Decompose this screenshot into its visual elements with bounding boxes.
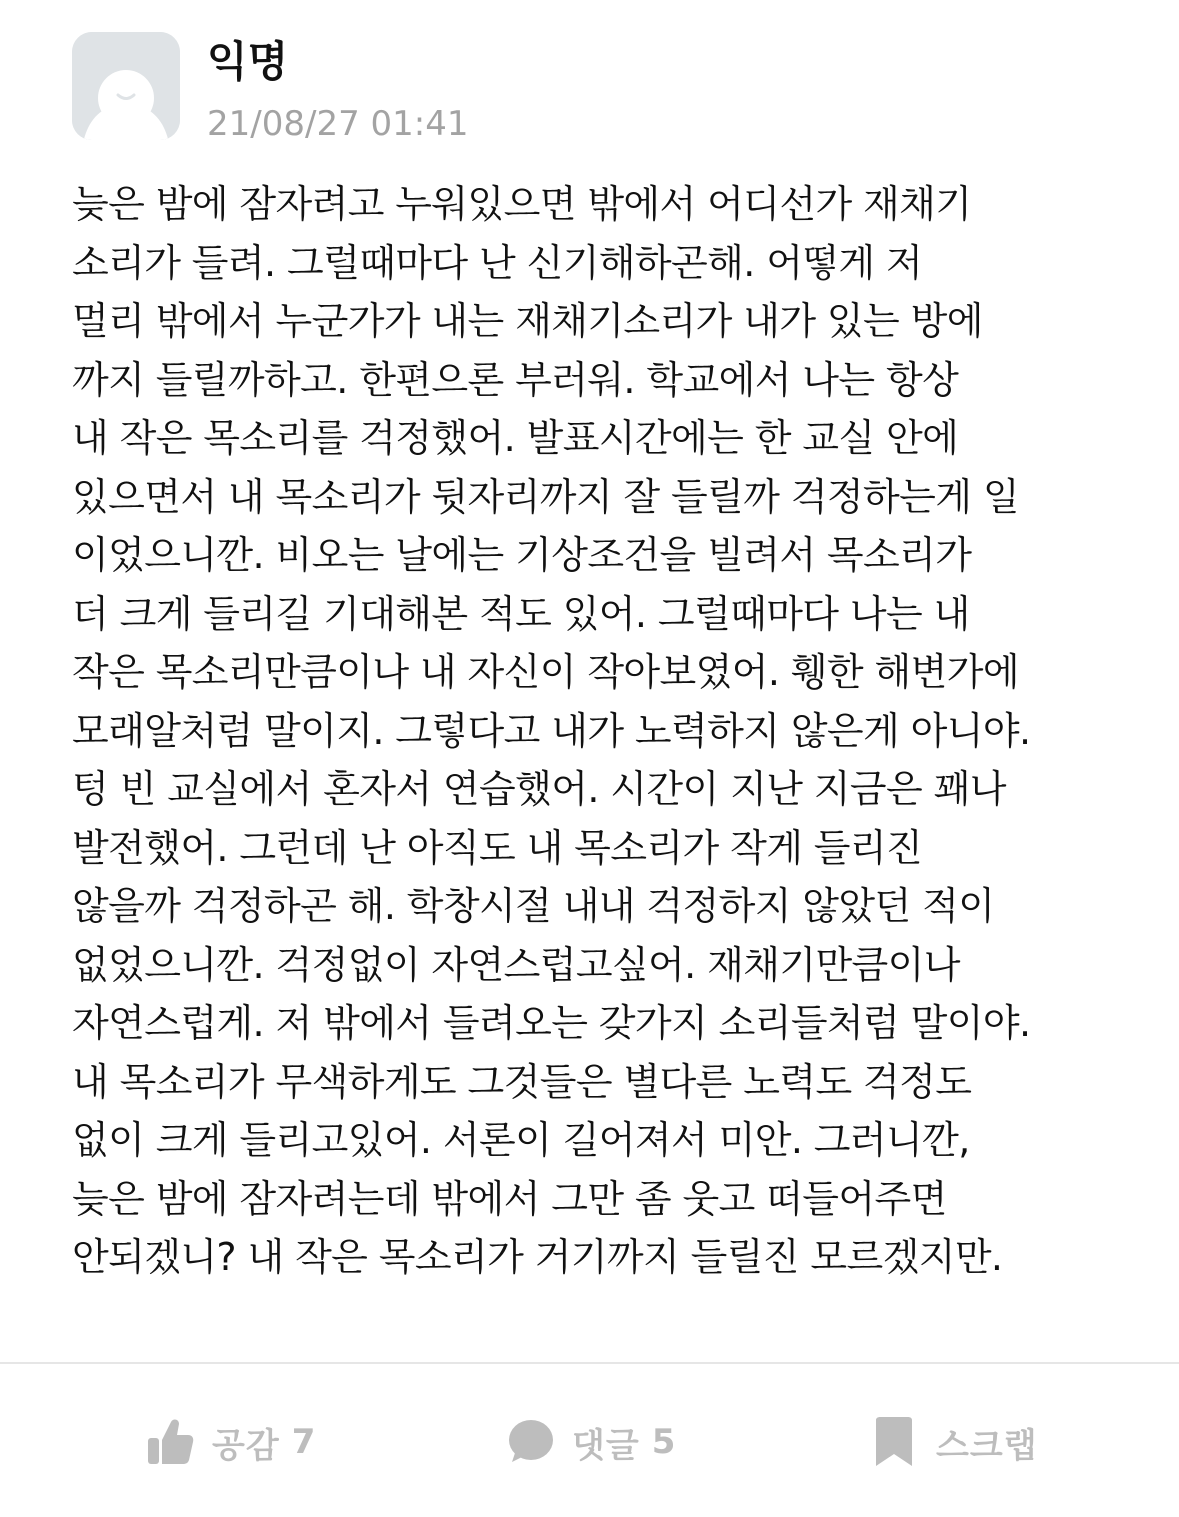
author-name: 익명 <box>207 37 289 86</box>
post-text-line: 없었으니깐. 걱정없이 자연스럽고싶어. 재채기만큼이나 <box>72 942 960 987</box>
post-timestamp: 21/08/27 01:41 <box>207 104 469 144</box>
comment-count: 5 <box>651 1422 676 1462</box>
post-text-line: 더 크게 들리길 기대해본 적도 있어. 그럴때마다 나는 내 <box>72 591 970 636</box>
like-button[interactable] <box>146 1416 315 1468</box>
post-text-line: 작은 목소리만큼이나 내 자신이 작아보였어. 휑한 해변가에 <box>72 650 1019 694</box>
post-text-line: 있으면서 내 목소리가 뒷자리까지 잘 들릴까 걱정하는게 일 <box>72 474 1019 519</box>
post-text-line: 이었으니깐. 비오는 날에는 기상조건을 빌려서 목소리가 <box>72 533 972 577</box>
scrap-label: 스크랩 <box>936 1425 1038 1466</box>
post-text-line: 텅 빈 교실에서 혼자서 연습했어. 시간이 지난 지금은 꽤나 <box>72 767 1006 811</box>
comment-button[interactable] <box>506 1416 675 1468</box>
post-text-line: 않을까 걱정하곤 해. 학창시절 내내 걱정하지 않았던 적이 <box>72 884 995 928</box>
post-text-line: 자연스럽게. 저 밖에서 들려오는 갖가지 소리들처럼 말이야. <box>72 1001 1031 1045</box>
speech-bubble-icon <box>506 1416 554 1468</box>
post-text-line: 내 작은 목소리를 걱정했어. 발표시간에는 한 교실 안에 <box>72 416 959 460</box>
scrap-button[interactable] <box>870 1416 1038 1468</box>
post-text-line: 안되겠니? 내 작은 목소리가 거기까지 들릴진 모르겠지만. <box>72 1235 1003 1279</box>
post-meta <box>207 32 469 146</box>
post-text-line: 늦은 밤에 잠자려고 누워있으면 밖에서 어디선가 재채기 <box>72 182 972 226</box>
post-header <box>72 32 469 142</box>
avatar[interactable] <box>72 32 180 140</box>
post-text-line: 발전했어. 그런데 난 아직도 내 목소리가 작게 들리진 <box>72 825 923 870</box>
post-text-line: 내 목소리가 무색하게도 그것들은 별다른 노력도 걱정도 <box>72 1059 972 1104</box>
bookmark-icon <box>870 1416 918 1468</box>
like-label: 공감 <box>212 1425 280 1466</box>
post-text-line: 모래알처럼 말이지. 그렇다고 내가 노력하지 않은게 아니야. <box>72 708 1031 753</box>
post-text-line: 없이 크게 들리고있어. 서론이 길어져서 미안. 그러니깐, <box>72 1118 970 1162</box>
anonymous-user-icon <box>72 32 180 140</box>
action-bar <box>0 1364 1179 1517</box>
post-text-line: 소리가 들려. 그럴때마다 난 신기해하곤해. 어떻게 저 <box>72 240 923 285</box>
post-text-line: 늦은 밤에 잠자려는데 밖에서 그만 좀 웃고 떠들어주면 <box>72 1176 947 1221</box>
post-text-line: 멀리 밖에서 누군가가 내는 재채기소리가 내가 있는 방에 <box>72 299 983 343</box>
comment-label: 댓글 <box>572 1425 640 1466</box>
post-body <box>72 175 1132 1287</box>
thumbs-up-icon <box>146 1416 194 1468</box>
like-count: 7 <box>291 1422 316 1462</box>
post-text-line: 까지 들릴까하고. 한편으론 부러워. 학교에서 나는 항상 <box>72 357 959 402</box>
